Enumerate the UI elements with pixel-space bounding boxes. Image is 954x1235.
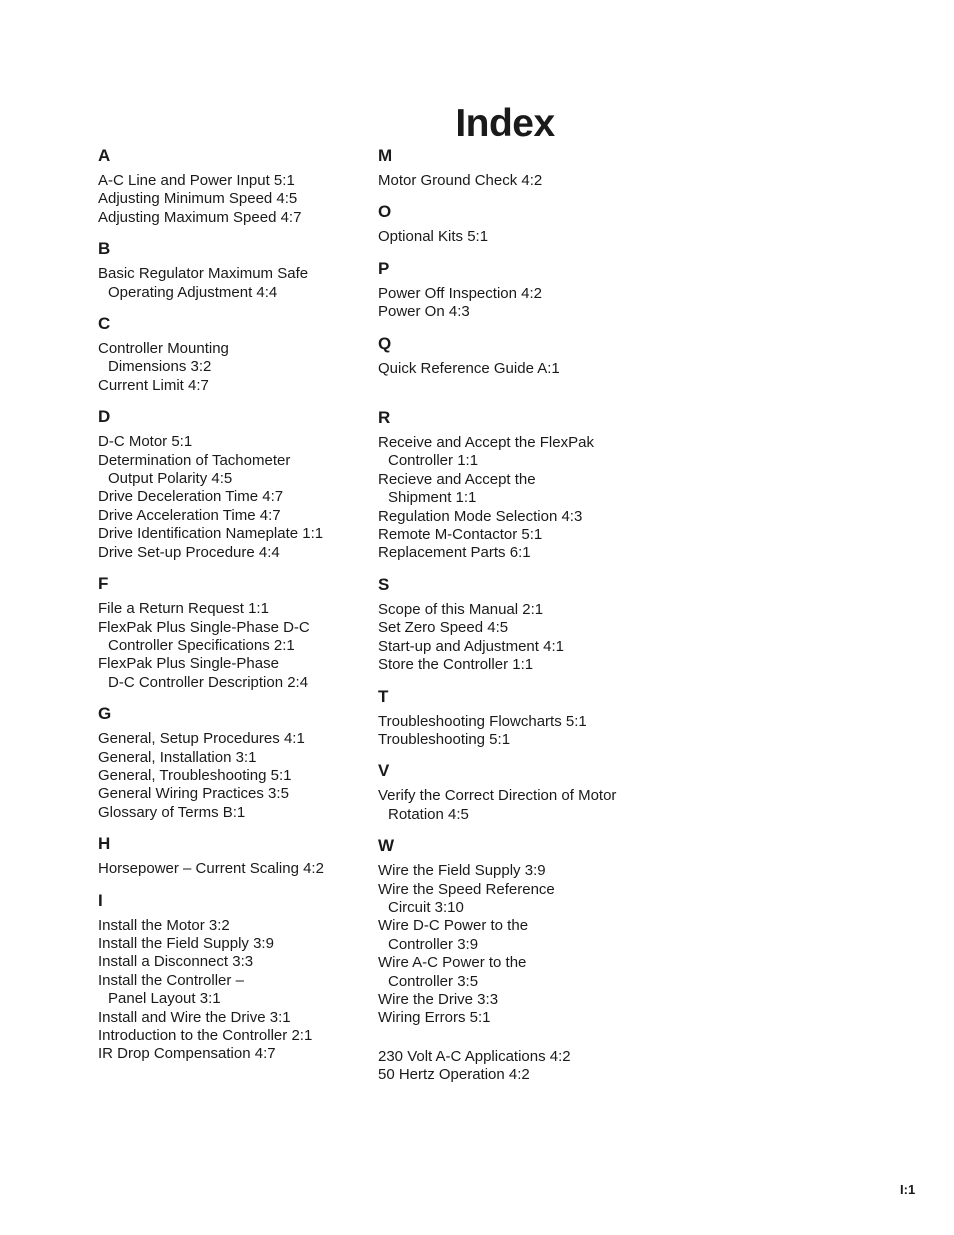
index-entry <box>98 377 360 395</box>
index-entry <box>378 360 658 378</box>
entry-text: Quick Reference Guide A:1 <box>378 359 560 377</box>
index-section-q <box>378 334 658 378</box>
entry-text: FlexPak Plus Single-Phase <box>98 655 279 673</box>
entry-text: Adjusting Minimum Speed 4:5 <box>98 190 298 208</box>
index-column-left <box>98 146 360 1076</box>
index-entry <box>378 434 658 471</box>
index-entry <box>378 544 658 562</box>
entry-text: D-C Motor 5:1 <box>98 433 193 451</box>
section-letter: O <box>378 202 392 222</box>
index-entry <box>98 953 360 971</box>
index-section-c <box>98 314 360 395</box>
entry-continuation: Operating Adjustment 4:4 <box>108 283 278 301</box>
section-letter: W <box>378 836 395 856</box>
entry-text: Remote M-Contactor 5:1 <box>378 526 543 544</box>
entry-text: Install and Wire the Drive 3:1 <box>98 1008 291 1026</box>
entry-text: Verify the Correct Direction of Motor <box>378 787 617 805</box>
entry-text: Controller Mounting <box>98 340 229 358</box>
section-letter: V <box>378 761 390 781</box>
index-section-g <box>98 704 360 822</box>
index-entry <box>98 972 360 1009</box>
entry-continuation: Controller 3:5 <box>388 972 479 990</box>
section-letter: I <box>98 890 103 910</box>
index-entry <box>378 526 658 544</box>
entry-text: Current Limit 4:7 <box>98 376 209 394</box>
entry-text: File a Return Request 1:1 <box>98 600 269 618</box>
entry-text: Install a Disconnect 3:3 <box>98 953 254 971</box>
index-entry <box>378 917 658 954</box>
entry-text: Wiring Errors 5:1 <box>378 1009 491 1027</box>
entry-continuation: Dimensions 3:2 <box>108 358 212 376</box>
index-entry <box>98 730 360 748</box>
index-entry <box>98 804 360 822</box>
entry-text: Install the Field Supply 3:9 <box>98 934 274 952</box>
entry-text: Motor Ground Check 4:2 <box>378 172 543 189</box>
section-letter: P <box>378 258 390 278</box>
section-letter: M <box>378 146 393 165</box>
index-entry <box>98 1009 360 1027</box>
index-entry <box>378 731 658 749</box>
index-section-d <box>98 407 360 562</box>
index-entry <box>98 433 360 451</box>
entry-text: Wire D-C Power to the <box>378 917 529 935</box>
index-entry <box>378 713 658 731</box>
index-section-h <box>98 834 360 878</box>
index-entry <box>378 303 658 321</box>
index-entry <box>378 991 658 1009</box>
index-entry <box>98 655 360 692</box>
index-section-m <box>378 146 658 190</box>
index-section-f <box>98 574 360 692</box>
entry-text: Recieve and Accept the <box>378 470 536 488</box>
index-entry <box>378 228 658 246</box>
entry-text: Replacement Parts 6:1 <box>378 544 531 562</box>
page-number: I:1 <box>900 1182 916 1197</box>
index-section-w <box>378 836 658 1028</box>
index-section-p <box>378 259 658 322</box>
section-letter: H <box>98 834 111 854</box>
index-section-o <box>378 202 658 246</box>
section-letter: C <box>98 314 111 334</box>
index-entry <box>378 954 658 991</box>
index-entry <box>98 190 360 208</box>
index-entry <box>98 619 360 656</box>
index-entry <box>98 749 360 767</box>
index-section-v <box>378 761 658 824</box>
index-section-r <box>378 408 658 563</box>
section-letter: T <box>378 686 389 706</box>
index-entry <box>98 265 360 302</box>
entry-text: Optional Kits 5:1 <box>378 228 489 246</box>
entry-text: Drive Acceleration Time 4:7 <box>98 506 281 524</box>
entry-text: Regulation Mode Selection 4:3 <box>378 507 583 525</box>
entry-text: Start-up and Adjustment 4:1 <box>378 637 564 655</box>
index-entry <box>378 172 658 190</box>
index-entry <box>98 209 360 227</box>
section-letter: R <box>378 408 391 428</box>
entry-continuation: Controller Specifications 2:1 <box>108 636 295 654</box>
entry-continuation: Panel Layout 3:1 <box>108 990 221 1008</box>
index-entry <box>98 340 360 377</box>
entry-continuation: Output Polarity 4:5 <box>108 470 233 488</box>
entry-text: Wire the Field Supply 3:9 <box>378 862 546 880</box>
entry-text: Wire A-C Power to the <box>378 954 527 972</box>
entry-text: Receive and Accept the FlexPak <box>378 434 594 452</box>
index-entry <box>378 656 658 674</box>
entry-text: General, Setup Procedures 4:1 <box>98 730 305 748</box>
entry-text: Install the Motor 3:2 <box>98 916 230 934</box>
section-letter: Q <box>378 333 392 353</box>
index-entry <box>378 638 658 656</box>
entry-text: Troubleshooting 5:1 <box>378 730 511 748</box>
index-entry <box>378 471 658 508</box>
entry-text: Set Zero Speed 4:5 <box>378 619 509 637</box>
index-entry <box>98 767 360 785</box>
entry-continuation: Rotation 4:5 <box>388 805 469 823</box>
section-letter: A <box>98 146 111 165</box>
entry-text: Basic Regulator Maximum Safe <box>98 265 309 283</box>
index-entry: 230 Volt A-C Applications 4:2 <box>378 1047 571 1065</box>
entry-text: General, Installation 3:1 <box>98 748 257 766</box>
entry-text: IR Drop Compensation 4:7 <box>98 1045 276 1063</box>
index-section-t <box>378 687 658 750</box>
index-section-a <box>98 146 360 227</box>
index-entry <box>378 601 658 619</box>
entry-continuation: Circuit 3:10 <box>388 898 464 916</box>
entry-text: Horsepower – Current Scaling 4:2 <box>98 860 324 878</box>
section-letter: B <box>98 239 111 259</box>
entry-continuation: Shipment 1:1 <box>388 489 477 507</box>
index-entry <box>98 1045 360 1063</box>
index-entry <box>98 525 360 543</box>
entry-continuation: Controller 1:1 <box>388 452 479 470</box>
index-entry <box>378 881 658 918</box>
entry-text: General, Troubleshooting 5:1 <box>98 766 292 784</box>
entry-text: Install the Controller – <box>98 971 244 989</box>
index-section-i <box>98 891 360 1064</box>
entry-continuation: Controller 3:9 <box>388 935 479 953</box>
entry-text: Adjusting Maximum Speed 4:7 <box>98 208 302 226</box>
section-letter: G <box>98 704 112 724</box>
entry-text: A-C Line and Power Input 5:1 <box>98 172 295 189</box>
section-letter: D <box>98 407 111 427</box>
entry-text: Determination of Tachometer <box>98 451 291 469</box>
index-entry <box>98 452 360 489</box>
entry-text: General Wiring Practices 3:5 <box>98 785 289 803</box>
index-entry <box>378 862 658 880</box>
entry-text: Store the Controller 1:1 <box>378 656 534 674</box>
index-entry <box>378 285 658 303</box>
index-section-s <box>378 575 658 675</box>
index-entry <box>98 544 360 562</box>
index-entry <box>378 787 658 824</box>
entry-text: Wire the Speed Reference <box>378 880 555 898</box>
index-entry <box>378 1009 658 1027</box>
entry-text: Troubleshooting Flowcharts 5:1 <box>378 712 587 730</box>
section-letter: F <box>98 574 109 594</box>
index-entry: 50 Hertz Operation 4:2 <box>378 1066 530 1084</box>
index-entry <box>378 619 658 637</box>
index-column-right <box>378 146 658 1085</box>
section-letter: S <box>378 574 390 594</box>
entry-text: FlexPak Plus Single-Phase D-C <box>98 618 310 636</box>
entry-text: Drive Set-up Procedure 4:4 <box>98 543 280 561</box>
entry-continuation: D-C Controller Description 2:4 <box>108 673 309 691</box>
entry-text: Power On 4:3 <box>378 303 470 321</box>
index-entry <box>98 860 360 878</box>
entry-text: Power Off Inspection 4:2 <box>378 284 542 302</box>
entry-text: Drive Identification Nameplate 1:1 <box>98 525 324 543</box>
numeric-entries <box>378 1048 658 1085</box>
index-entry <box>98 488 360 506</box>
index-entry <box>98 785 360 803</box>
page-title: Index <box>455 102 555 146</box>
entry-text: Drive Deceleration Time 4:7 <box>98 488 284 506</box>
entry-text: Scope of this Manual 2:1 <box>378 600 544 618</box>
index-entry <box>98 600 360 618</box>
index-entry <box>98 507 360 525</box>
entry-text: Glossary of Terms B:1 <box>98 803 246 821</box>
entry-text: Introduction to the Controller 2:1 <box>98 1027 313 1044</box>
entry-text: Wire the Drive 3:3 <box>378 990 499 1008</box>
index-entry <box>98 1027 360 1045</box>
index-entry <box>98 172 360 190</box>
index-entry <box>98 917 360 935</box>
index-section-b <box>98 239 360 302</box>
index-entry <box>98 935 360 953</box>
index-entry <box>378 508 658 526</box>
